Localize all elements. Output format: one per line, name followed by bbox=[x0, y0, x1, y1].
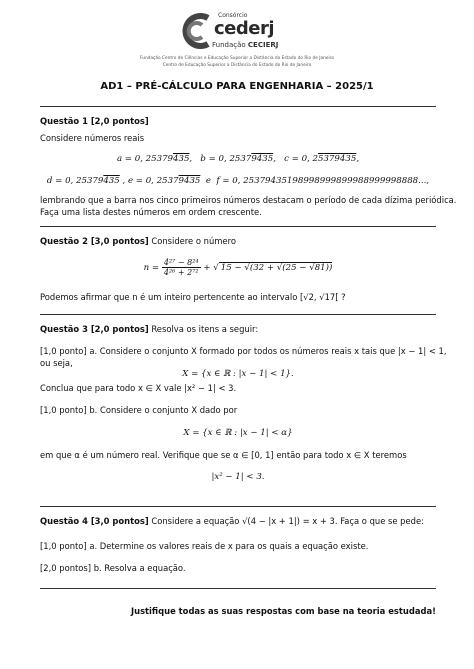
divider bbox=[40, 588, 436, 589]
foundation-line-1: Fundação Centro de Ciências e Educação Superior a Distância do Estado do Rio de Janeiro bbox=[140, 56, 334, 61]
q3-b-line-1: [1,0 ponto] b. Considere o conjunto X dado por bbox=[40, 405, 238, 415]
divider bbox=[40, 314, 436, 315]
brand-name: cederj bbox=[214, 18, 275, 39]
q4-intro: Considere a equação √(4 − |x + 1|) = x + 3. Faça o que se pede: bbox=[151, 516, 424, 526]
footer-note: Justifique todas as suas respostas com base na teoria estudada! bbox=[130, 606, 436, 616]
q2-numerator: 4²⁷ − 8²⁴ bbox=[163, 258, 199, 267]
q3-b-set: X = {x ∈ ℝ : |x − 1| < α} bbox=[183, 428, 293, 438]
cederj-logo-icon bbox=[178, 12, 214, 52]
q2-n-label: n = bbox=[143, 263, 160, 273]
q1-e-label: e = 0, 2537 bbox=[127, 176, 179, 186]
q4-heading-line bbox=[40, 516, 424, 526]
divider bbox=[40, 506, 436, 507]
q3-a-line-2: ou seja, bbox=[40, 358, 73, 368]
q1-d-period: 435 bbox=[103, 176, 120, 186]
q4-item-a: [1,0 ponto] a. Determine os valores reais de x para os quais a equação existe. bbox=[40, 541, 369, 551]
q1-c-period: 5379435 bbox=[318, 154, 357, 164]
brand-fundacao: Fundação bbox=[212, 41, 246, 49]
q3-intro: Resolva os itens a seguir: bbox=[151, 324, 259, 334]
q3-a-line-1: [1,0 ponto] a. Considere o conjunto X formado por todos os números reais x tais que |x − 1| < 1, bbox=[40, 346, 447, 356]
q1-e-period: 9435 bbox=[178, 176, 201, 186]
q2-denominator: 4²⁶ + 2⁷² bbox=[163, 268, 199, 277]
q2-fraction bbox=[162, 258, 201, 277]
q4-item-b: [2,0 pontos] b. Resolva a equação. bbox=[40, 563, 186, 573]
q3-a-line-3: Conclua que para todo x ∈ X vale |x² − 1| < 3. bbox=[40, 383, 237, 393]
document-title: AD1 – PRÉ-CÁLCULO PARA ENGENHARIA – 2025/1 bbox=[100, 81, 374, 92]
q3-a-set: X = {x ∈ ℝ : |x − 1| < 1}. bbox=[182, 369, 294, 379]
q1-f-label: f = 0, 25379435198998999899988999998888... bbox=[216, 176, 427, 186]
q2-heading-line bbox=[40, 236, 236, 246]
q2-radical: 15 − √(32 + √(25 − √81)) bbox=[220, 263, 333, 273]
q1-d-label: d = 0, 25379 bbox=[46, 176, 104, 186]
divider bbox=[40, 106, 436, 107]
q1-intro: Considere números reais bbox=[40, 133, 145, 143]
brand-consorcio: Consórcio bbox=[218, 12, 248, 19]
divider bbox=[40, 226, 436, 227]
q3-heading: Questão 3 [2,0 pontos] bbox=[40, 324, 149, 334]
q1-c-label: c = 0, 2 bbox=[284, 154, 319, 164]
q3-heading-line bbox=[40, 324, 258, 334]
q1-b-label: b = 0, 2537 bbox=[200, 154, 252, 164]
q4-heading: Questão 4 [3,0 pontos] bbox=[40, 516, 149, 526]
q3-b-line-2: em que α é um número real. Verifique que se α ∈ [0, 1] então para todo x ∈ X teremos bbox=[40, 450, 407, 460]
q1-heading: Questão 1 [2,0 pontos] bbox=[40, 116, 149, 126]
q2-heading: Questão 2 [3,0 pontos] bbox=[40, 236, 149, 246]
brand-cecierj: CECIERJ bbox=[247, 41, 279, 49]
q1-a-period: 435 bbox=[173, 154, 190, 164]
foundation-line-2: Centro de Educação Superior a Distância do Estado do Rio de Janeiro bbox=[162, 63, 312, 68]
q1-text-2: Faça uma lista destes números em ordem crescente. bbox=[40, 207, 262, 217]
q1-b-period: 9435 bbox=[251, 154, 274, 164]
q2-question: Podemos afirmar que n é um inteiro pertencente ao intervalo [√2, √17[ ? bbox=[40, 292, 346, 302]
q2-plus: + bbox=[203, 263, 211, 273]
q1-text-1: lembrando que a barra nos cinco primeiros números destacam o período de cada dízima periódica. bbox=[40, 195, 457, 205]
q2-intro: Considere o número bbox=[151, 236, 236, 246]
q1-numbers-abc: a = 0, 25379435, b = 0, 25379435, c = 0, 25379435, bbox=[116, 154, 360, 164]
brand-subtitle bbox=[212, 41, 278, 49]
q2-formula: n = $\frac{\text{4²⁷ − 8²⁴}}{\text{4²⁶ + 2⁷²}}$ + √ 15 − √(32 + √(25 − √81)) bbox=[143, 258, 333, 277]
q1-a-label: a = 0, 25379 bbox=[116, 154, 174, 164]
q3-b-inequality: |x² − 1| < 3. bbox=[211, 472, 265, 482]
q1-numbers-def: d = 0, 25379435 , e = 0, 25379435 e f = 0, 25379435198998999899988999998888..., bbox=[46, 176, 430, 186]
